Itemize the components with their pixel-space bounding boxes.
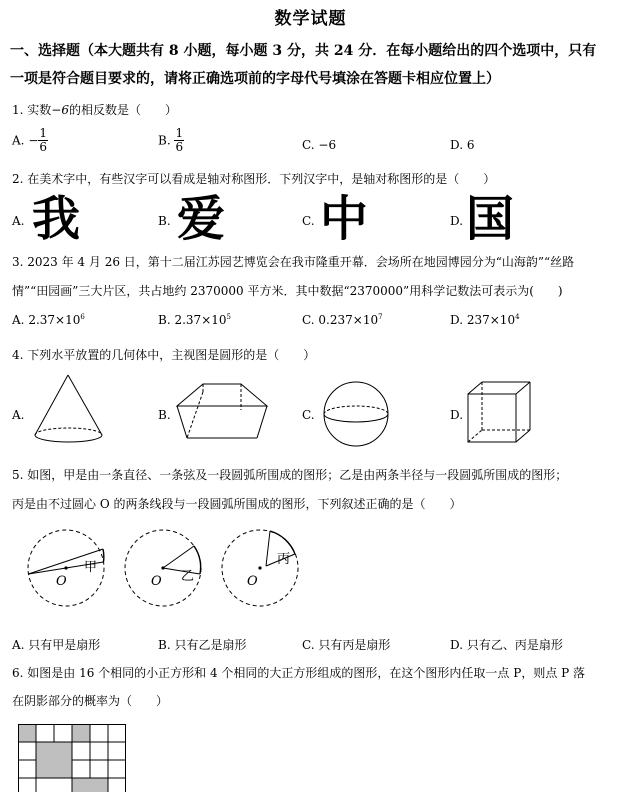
q3-option-d-base: 237×10 bbox=[466, 313, 516, 327]
q6-stem-line1: 6. 如图是由 16 个相同的小正方形和 4 个相同的大正方形组成的图形，在这个图形内任取一点 P，则点 P 落 bbox=[12, 666, 586, 680]
q3-option-c-base: 0.237×10 bbox=[318, 313, 379, 327]
q1-option-a-numerator: 1 bbox=[39, 126, 48, 140]
q3-option-a-base: 2.37×10 bbox=[28, 313, 81, 327]
q2-option-a-char: 我 bbox=[32, 191, 81, 247]
square-grid-figure bbox=[18, 724, 130, 792]
page-title: 数学试题 bbox=[274, 9, 347, 29]
frustum-figure bbox=[175, 382, 275, 442]
q1-option-c[interactable]: C. −6 bbox=[302, 138, 337, 152]
q1-option-d[interactable]: D. 6 bbox=[450, 138, 475, 152]
q5-option-d[interactable]: D. 只有乙、丙是扇形 bbox=[450, 638, 563, 652]
q1-stem bbox=[12, 101, 177, 118]
q3-option-d[interactable] bbox=[450, 313, 520, 327]
fig-label-bing: 丙 bbox=[277, 552, 291, 567]
q3-option-c-exponent: 7 bbox=[378, 313, 383, 321]
q1-option-a-label: A. bbox=[12, 133, 25, 148]
circle-figure-bing bbox=[220, 528, 302, 610]
cone-figure bbox=[30, 372, 110, 452]
sphere-figure bbox=[322, 380, 392, 450]
q1-option-b[interactable] bbox=[158, 127, 184, 154]
q6-stem-line2: 在阴影部分的概率为（ ） bbox=[12, 694, 169, 708]
q4-option-d-label[interactable]: D. bbox=[450, 408, 464, 422]
q3-option-a-exponent: 6 bbox=[80, 313, 85, 321]
q4-stem: 4. 下列水平放置的几何体中，主视图是圆形的是（ ） bbox=[12, 348, 316, 362]
q5-stem-line1: 5. 如图，甲是由一条直径、一条弦及一段圆弧所围成的图形；乙是由两条半径与一段圆弧所围成的图形； bbox=[12, 468, 568, 482]
q1-option-b-label: B. bbox=[158, 133, 171, 148]
q1-option-b-denominator: 6 bbox=[175, 140, 184, 154]
q4-option-a-label[interactable]: A. bbox=[12, 408, 25, 422]
q5-stem-line2: 丙是由不过圆心 O 的两条线段与一段圆弧所围成的图形，下列叙述正确的是（ ） bbox=[12, 497, 462, 511]
q2-option-c-label[interactable]: C. bbox=[302, 214, 315, 228]
q1-stem-text-b: 的相反数是（ ） bbox=[68, 103, 177, 117]
q2-option-a-label[interactable]: A. bbox=[12, 214, 25, 228]
fig-center-label-3: O bbox=[247, 574, 258, 589]
q4-option-c-label[interactable]: C. bbox=[302, 408, 315, 422]
q2-option-b-char: 爱 bbox=[177, 191, 226, 247]
q3-option-b-base: 2.37×10 bbox=[174, 313, 227, 327]
q2-option-d-label[interactable]: D. bbox=[450, 214, 464, 228]
q2-option-d-char: 国 bbox=[466, 191, 515, 247]
q3-stem-line2: 情”“田园画”三大片区，共占地约 2370000 平方米．其中数据“2370000”用科学记数法可表示为( ) bbox=[12, 284, 563, 298]
q5-option-c[interactable]: C. 只有丙是扇形 bbox=[302, 638, 391, 652]
q2-option-c-char: 中 bbox=[320, 191, 369, 247]
q2-stem: 2. 在美术字中，有些汉字可以看成是轴对称图形．下列汉字中，是轴对称图形的是（ ） bbox=[12, 172, 496, 186]
q3-option-c[interactable] bbox=[302, 313, 383, 327]
q3-option-c-label: C. bbox=[302, 313, 315, 327]
fig-label-yi: 乙 bbox=[181, 569, 195, 584]
q3-option-d-label: D. bbox=[450, 313, 464, 327]
q5-option-b[interactable]: B. 只有乙是扇形 bbox=[158, 638, 247, 652]
q3-stem-line1: 3. 2023 年 4 月 26 日，第十二届江苏园艺博览会在我市隆重开幕．会场所在地园博园分为“山海韵”“丝路 bbox=[12, 255, 575, 269]
fig-center-label-1: O bbox=[56, 574, 67, 589]
q1-option-a[interactable] bbox=[12, 127, 48, 154]
q1-option-a-fraction bbox=[38, 127, 48, 154]
section-heading-line1: 一、选择题（本大题共有 8 小题，每小题 3 分，共 24 分．在每小题给出的四个选项中，只有 bbox=[10, 43, 597, 59]
q1-stem-number: −6 bbox=[51, 103, 69, 117]
q3-option-a[interactable] bbox=[12, 313, 85, 327]
q4-option-b-label[interactable]: B. bbox=[158, 408, 171, 422]
cube-figure bbox=[466, 380, 536, 450]
section-heading-line2: 一项是符合题目要求的，请将正确选项前的字母代号填涂在答题卡相应位置上） bbox=[10, 71, 500, 87]
fig-label-jia: 甲 bbox=[84, 560, 98, 575]
q1-option-a-sign: − bbox=[28, 133, 39, 148]
q3-option-a-label: A. bbox=[12, 313, 25, 327]
q3-option-d-exponent: 4 bbox=[515, 313, 520, 321]
q2-option-b-label[interactable]: B. bbox=[158, 214, 171, 228]
q3-option-b-label: B. bbox=[158, 313, 171, 327]
q3-option-b-exponent: 5 bbox=[226, 313, 231, 321]
q5-option-a[interactable]: A. 只有甲是扇形 bbox=[12, 638, 101, 652]
q1-option-a-denominator: 6 bbox=[39, 140, 48, 154]
q1-option-b-fraction bbox=[174, 127, 184, 154]
q1-option-b-numerator: 1 bbox=[175, 126, 184, 140]
fig-center-label-2: O bbox=[151, 574, 162, 589]
q3-option-b[interactable] bbox=[158, 313, 231, 327]
q1-stem-text-a: 1. 实数 bbox=[12, 103, 52, 117]
